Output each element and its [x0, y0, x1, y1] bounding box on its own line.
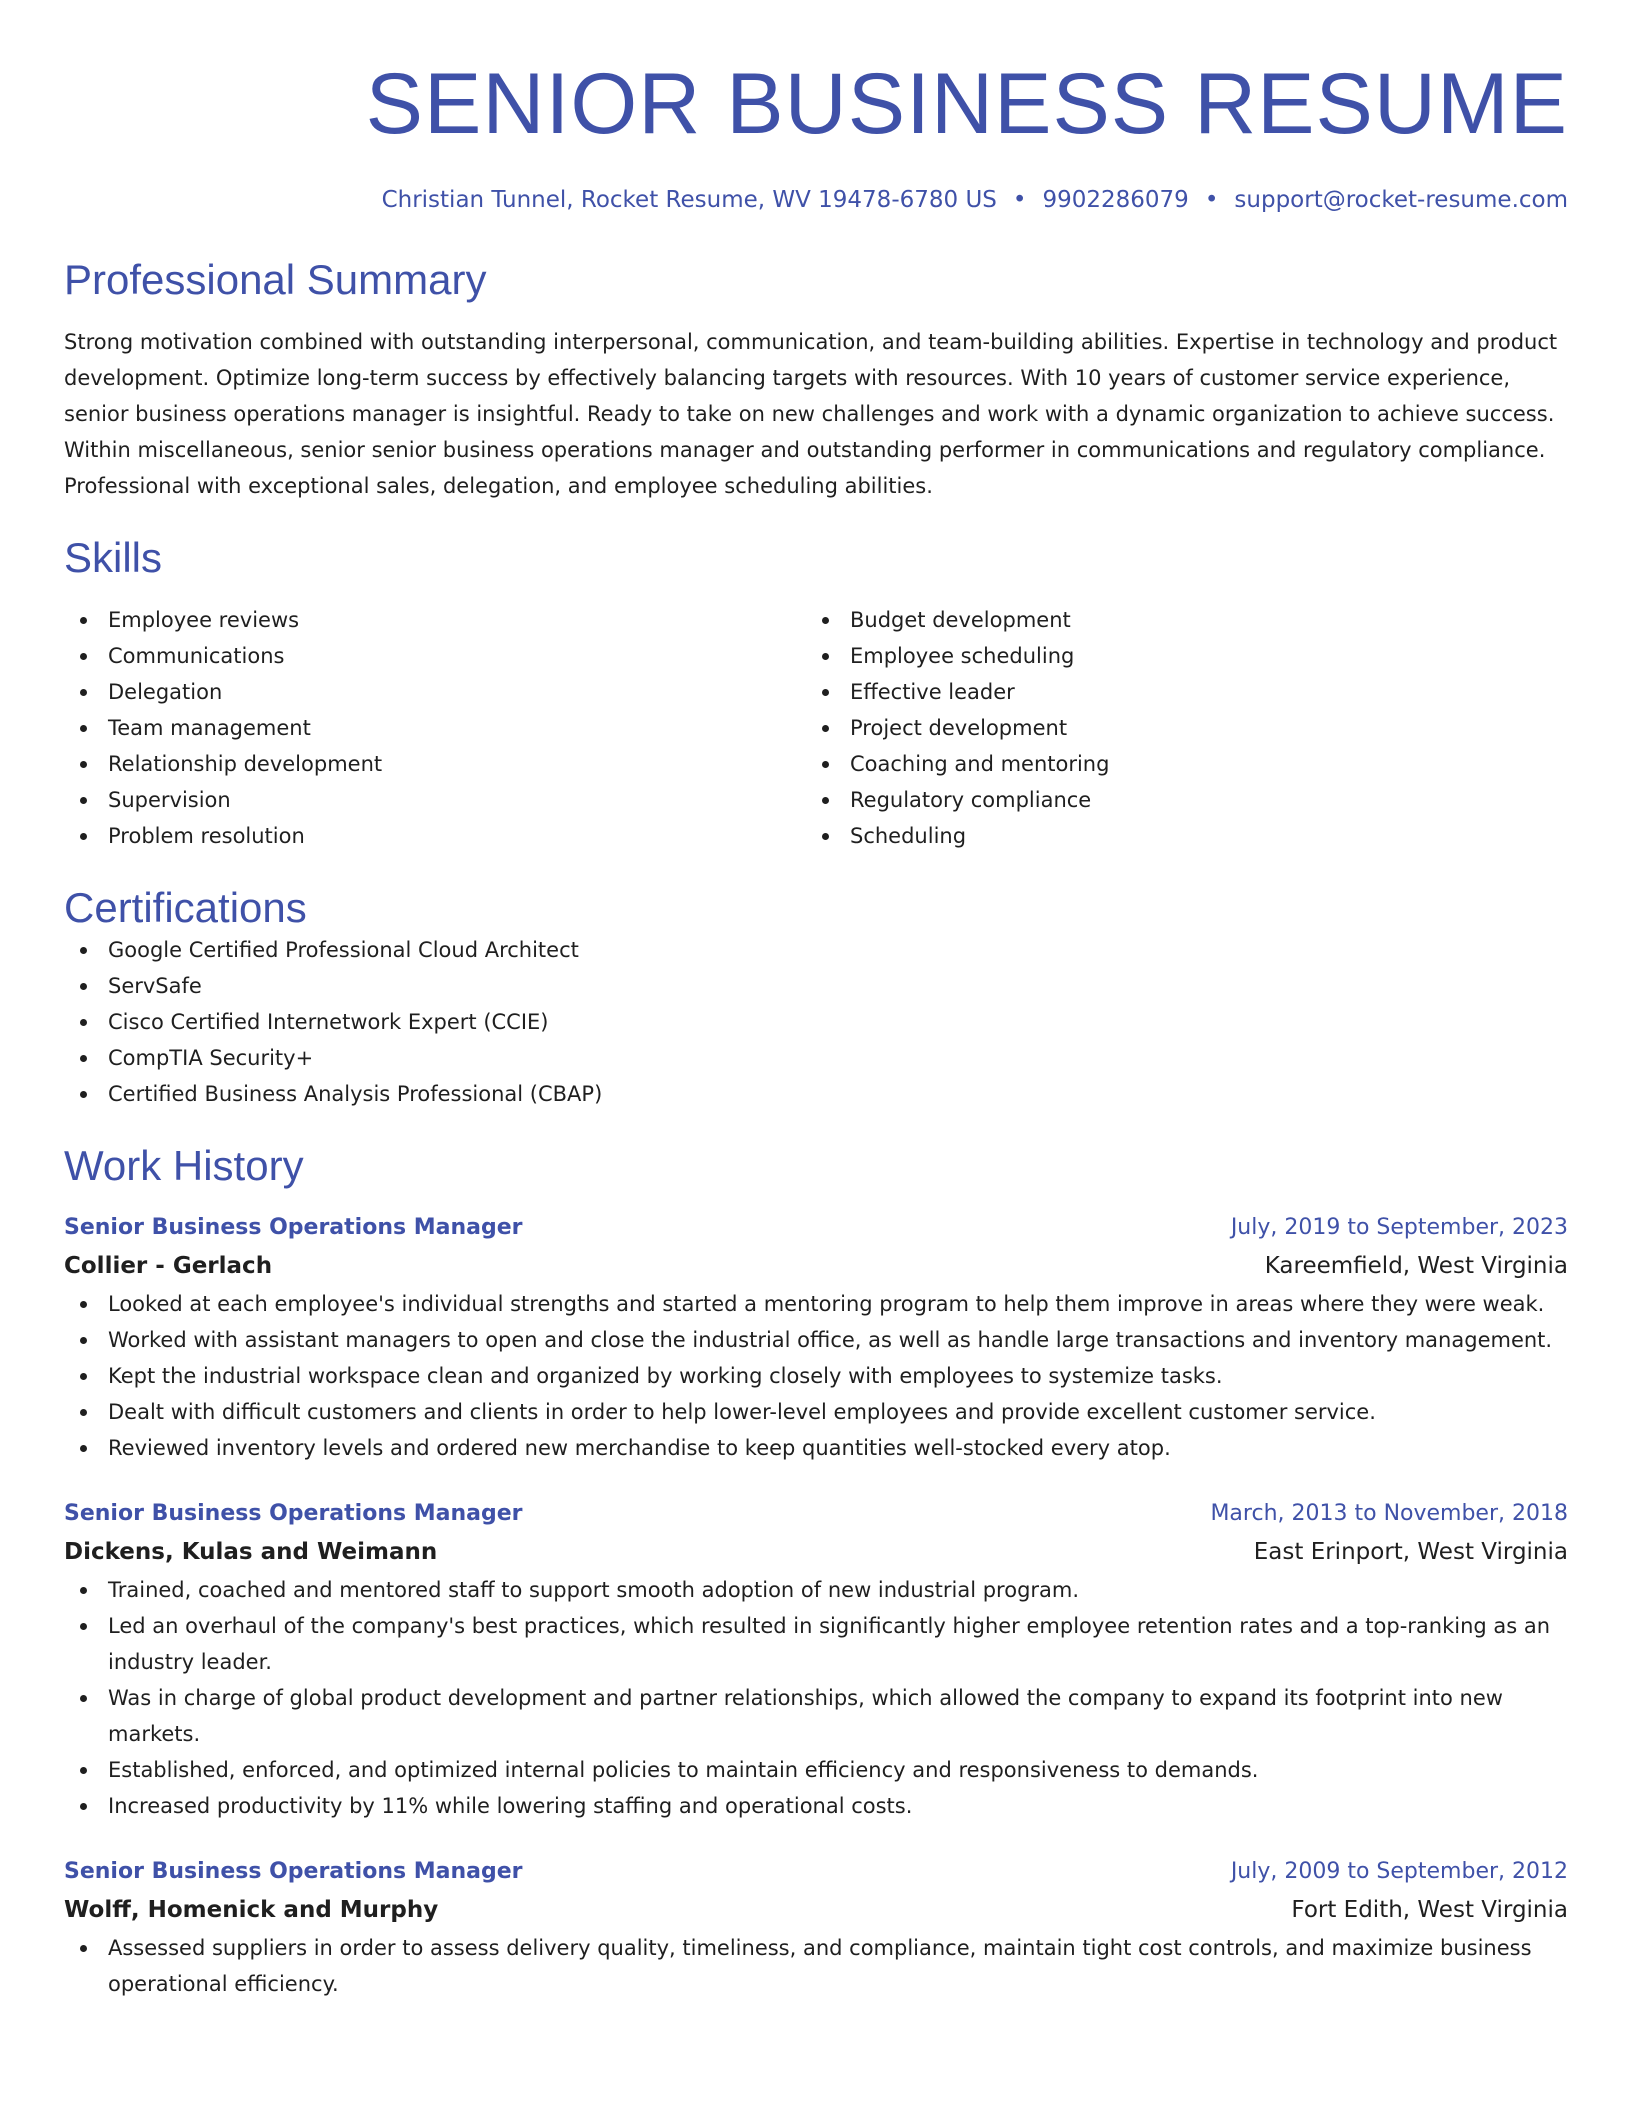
job-duty: Kept the industrial workspace clean and organized by working closely with employees to systemize tasks. — [64, 1358, 1568, 1394]
resume-page — [64, 0, 1568, 2002]
certifications-list — [64, 932, 1568, 1112]
certification-item: ServSafe — [64, 968, 1568, 1004]
skill-item: Problem resolution — [64, 818, 806, 854]
job-company: Collier - Gerlach — [64, 1253, 273, 1279]
skill-item: Effective leader — [806, 674, 1548, 710]
job-duty: Was in charge of global product development and partner relationships, which allowed the company to expand its footprint into new markets. — [64, 1680, 1568, 1752]
job-company: Dickens, Kulas and Weimann — [64, 1539, 438, 1565]
skills-heading: Skills — [64, 534, 163, 581]
job-entry — [64, 1210, 1568, 1466]
job-duty: Led an overhaul of the company's best practices, which resulted in significantly higher employee retention rates and a top-ranking as an industry leader. — [64, 1608, 1568, 1680]
skills-section — [64, 534, 1568, 854]
job-title-row — [64, 1854, 1568, 1890]
job-location: East Erinport, West Virginia — [1253, 1539, 1568, 1565]
job-duty: Worked with assistant managers to open and close the industrial office, as well as handle large transactions and inventory management. — [64, 1322, 1568, 1358]
resume-title: SENIOR BUSINESS RESUME — [365, 56, 1568, 152]
job-duty: Looked at each employee's individual strengths and started a mentoring program to help them improve in areas where they were weak. — [64, 1286, 1568, 1322]
skill-item: Team management — [64, 710, 806, 746]
skills-columns — [64, 602, 1568, 854]
contact-address: Christian Tunnel, Rocket Resume, WV 19478-6780 US — [381, 187, 997, 213]
skill-item: Communications — [64, 638, 806, 674]
job-location: Kareemfield, West Virginia — [1264, 1253, 1568, 1279]
skills-list-left — [64, 602, 806, 854]
job-dates: July, 2009 to September, 2012 — [1230, 1859, 1568, 1884]
job-duty: Increased productivity by 11% while lowering staffing and operational costs. — [64, 1788, 1568, 1824]
work-history-heading: Work History — [64, 1142, 304, 1189]
certifications-heading: Certifications — [64, 884, 307, 931]
job-entry — [64, 1854, 1568, 2002]
certification-item: Certified Business Analysis Professional (CBAP) — [64, 1076, 1568, 1112]
job-duty: Reviewed inventory levels and ordered new merchandise to keep quantities well-stocked every atop. — [64, 1430, 1568, 1466]
contact-line — [64, 184, 1568, 216]
skill-item: Project development — [806, 710, 1548, 746]
job-role: Senior Business Operations Manager — [64, 1859, 523, 1884]
work-history-section — [64, 1142, 1568, 2002]
skills-list-right — [806, 602, 1548, 854]
job-dates: July, 2019 to September, 2023 — [1230, 1215, 1568, 1240]
job-company-row — [64, 1890, 1568, 1930]
contact-email[interactable]: support@rocket-resume.com — [1234, 187, 1568, 213]
job-dates: March, 2013 to November, 2018 — [1210, 1501, 1568, 1526]
job-duty: Dealt with difficult customers and clients in order to help lower-level employees and provide excellent customer service. — [64, 1394, 1568, 1430]
skill-item: Regulatory compliance — [806, 782, 1548, 818]
skill-item: Employee scheduling — [806, 638, 1548, 674]
job-duties-list — [64, 1572, 1568, 1824]
skill-item: Coaching and mentoring — [806, 746, 1548, 782]
contact-separator: • — [1012, 187, 1027, 213]
job-company: Wolff, Homenick and Murphy — [64, 1897, 439, 1923]
job-title-row — [64, 1210, 1568, 1246]
job-duties-list — [64, 1286, 1568, 1466]
job-location: Fort Edith, West Virginia — [1291, 1897, 1568, 1923]
contact-separator: • — [1204, 187, 1219, 213]
resume-header — [64, 56, 1568, 216]
certification-item: Google Certified Professional Cloud Architect — [64, 932, 1568, 968]
skill-item: Delegation — [64, 674, 806, 710]
job-title-row — [64, 1496, 1568, 1532]
contact-phone[interactable]: 9902286079 — [1042, 187, 1189, 213]
skill-item: Employee reviews — [64, 602, 806, 638]
job-duties-list — [64, 1930, 1568, 2002]
job-company-row — [64, 1246, 1568, 1286]
job-duty: Assessed suppliers in order to assess delivery quality, timeliness, and compliance, maintain tight cost controls, and maximize business operational efficiency. — [64, 1930, 1568, 2002]
skill-item: Budget development — [806, 602, 1548, 638]
skill-item: Relationship development — [64, 746, 806, 782]
job-role: Senior Business Operations Manager — [64, 1501, 523, 1526]
job-role: Senior Business Operations Manager — [64, 1215, 523, 1240]
certification-item: Cisco Certified Internetwork Expert (CCIE) — [64, 1004, 1568, 1040]
skills-column-left — [64, 602, 806, 854]
professional-summary-heading: Professional Summary — [64, 256, 487, 303]
skills-column-right — [806, 602, 1548, 854]
job-entry — [64, 1496, 1568, 1824]
job-duty: Established, enforced, and optimized internal policies to maintain efficiency and responsiveness to demands. — [64, 1752, 1568, 1788]
professional-summary-text: Strong motivation combined with outstanding interpersonal, communication, and team-building abilities. Expertise in technology and product development. Optimize long-term success by effectively balancing targets with resources. With 10 years of customer service experience, senior business operations manager is insightful. Ready to take on new challenges and work with a dynamic organization to achieve success. Within miscellaneous, senior senior business operations manager and outstanding performer in communications and regulatory compliance. Professional with exceptional sales, delegation, and employee scheduling abilities. — [64, 330, 1558, 498]
job-company-row — [64, 1532, 1568, 1572]
professional-summary-section — [64, 256, 1568, 504]
certification-item: CompTIA Security+ — [64, 1040, 1568, 1076]
skill-item: Scheduling — [806, 818, 1548, 854]
job-duty: Trained, coached and mentored staff to support smooth adoption of new industrial program. — [64, 1572, 1568, 1608]
certifications-section — [64, 884, 1568, 1112]
skill-item: Supervision — [64, 782, 806, 818]
